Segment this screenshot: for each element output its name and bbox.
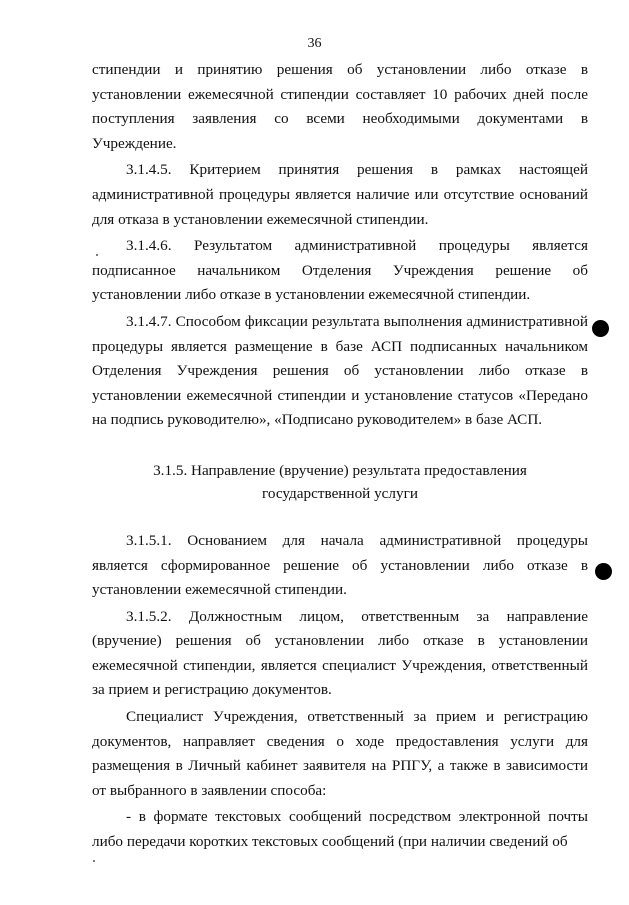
paragraph-3-1-4-7: 3.1.4.7. Способом фиксации результата выполнения административной процедуры является размещение в базе АСП подписанных начальником Отделения Учреждения решения об установлении либо отказе в установлении ежемесячной стипендии и установление статусов «Передано на подпись руководителю», «Подписано руководителем» в базе АСП. xyxy=(92,312,588,429)
section-heading-3-1-5 xyxy=(122,459,558,505)
paragraph-specialist: Специалист Учреждения, ответственный за прием и регистрацию документов, направляет сведения о ходе предоставления услуги для размещения в Личный кабинет заявителя на РПГУ, а также в зависимости от выбранного в заявлении способа: xyxy=(92,708,588,799)
paragraph-3-1-5-2: 3.1.5.2. Должностным лицом, ответственным за направление (вручение) решения об установлении либо отказе в установлении ежемесячной стипендии, является специалист Учреждения, ответственный за прием и регистрацию документов. xyxy=(92,607,588,699)
binder-hole-mark xyxy=(595,563,612,580)
paragraph-3-1-5-1: 3.1.5.1. Основанием для начала административной процедуры является сформированное решение об установлении либо отказе в установлении ежемесячной стипендии. xyxy=(92,531,588,599)
section-heading-line-1: 3.1.5. Направление (вручение) результата предоставления xyxy=(153,461,527,479)
section-heading-line-2: государственной услуги xyxy=(262,484,418,502)
paragraph-3-1-4-6: 3.1.4.6. Результатом административной процедуры является подписанное начальником Отделения Учреждения решение об установлении либо отказе в установлении ежемесячной стипендии. xyxy=(92,237,588,304)
paragraph-continuation: стипендии и принятию решения об установлении либо отказе в установлении ежемесячной стипендии составляет 10 рабочих дней после поступления заявления со всеми необходимыми документами в Учреждение. xyxy=(92,61,588,152)
document-body xyxy=(92,58,588,855)
binder-hole-mark xyxy=(592,320,609,337)
scan-speck xyxy=(96,254,98,256)
paragraph-3-1-4-5: 3.1.4.5. Критерием принятия решения в рамках настоящей административной процедуры является наличие или отсутствие оснований для отказа в установлении ежемесячной стипендии. xyxy=(92,161,588,228)
paragraph-list-item: - в формате текстовых сообщений посредством электронной почты либо передачи коротких текстовых сообщений (при наличии сведений об xyxy=(92,808,588,851)
scan-speck xyxy=(93,860,95,862)
page-number: 36 xyxy=(307,36,322,51)
